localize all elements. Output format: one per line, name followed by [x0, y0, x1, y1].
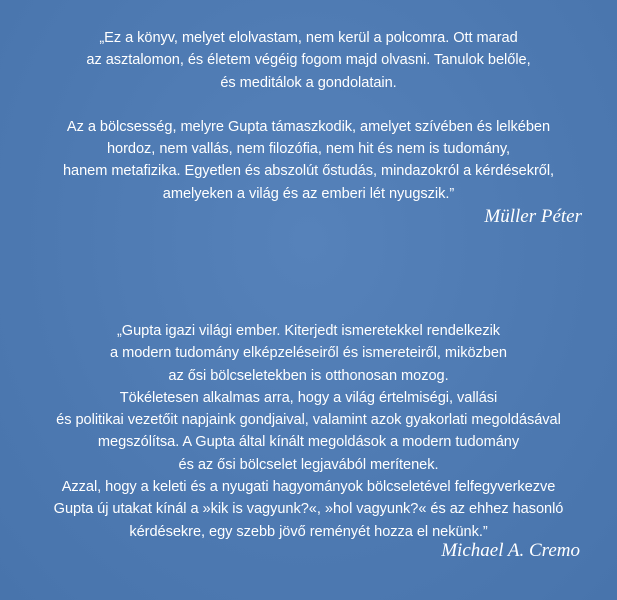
quote-line: hanem metafizika. Egyetlen és abszolút őstudás, mindazokról a kérdésekről,: [62, 163, 555, 180]
quote-cremo: [0, 320, 617, 543]
quote-muller: [0, 27, 617, 205]
author-signature-muller: Müller Péter: [484, 206, 582, 227]
paragraph-gap: [0, 94, 617, 116]
quote-line: hordoz, nem vallás, nem filozófia, nem hit és nem is tudomány,: [106, 141, 510, 158]
quote-line: és politikai vezetőit napjaink gondjaival, valamint azok gyakorlati megoldásával: [56, 412, 561, 429]
author-signature-cremo: Michael A. Cremo: [441, 540, 580, 561]
quote-line: Azzal, hogy a keleti és a nyugati hagyományok bölcseletével felfegyverkezve: [61, 479, 556, 496]
quote-line: az asztalomon, és életem végéig fogom majd olvasni. Tanulok belőle,: [86, 52, 531, 69]
quote-line: és az ősi bölcselet legjavából merítenek.: [178, 456, 439, 473]
quote-line: és meditálok a gondolatain.: [220, 74, 397, 91]
quote-line: Gupta új utakat kínál a »kik is vagyunk?«, »hol vagyunk?« és az ehhez hasonló: [53, 501, 564, 518]
quote-line: „Gupta igazi világi ember. Kiterjedt ismeretekkel rendelkezik: [116, 323, 501, 339]
quote-line: amelyeken a világ és az emberi lét nyugszik.”: [162, 185, 455, 202]
quote-line: kérdésekre, egy szebb jövő reményét hozza el nekünk.”: [129, 523, 488, 540]
quote-line: „Ez a könyv, melyet elolvastam, nem kerül a polcomra. Ott marad: [99, 30, 518, 46]
quote-line: a modern tudomány elképzeléseiről és ismereteiről, miközben: [110, 345, 507, 362]
quote-line: Tökéletesen alkalmas arra, hogy a világ értelmiségi, vallási: [119, 389, 498, 406]
quote-line: Az a bölcsesség, melyre Gupta támaszkodik, amelyet szívében és lelkében: [66, 118, 551, 135]
quote-line: az ősi bölcseletekben is otthonosan mozog.: [168, 367, 449, 384]
quote-line: megszólítsa. A Gupta által kínált megoldások a modern tudomány: [97, 434, 520, 451]
